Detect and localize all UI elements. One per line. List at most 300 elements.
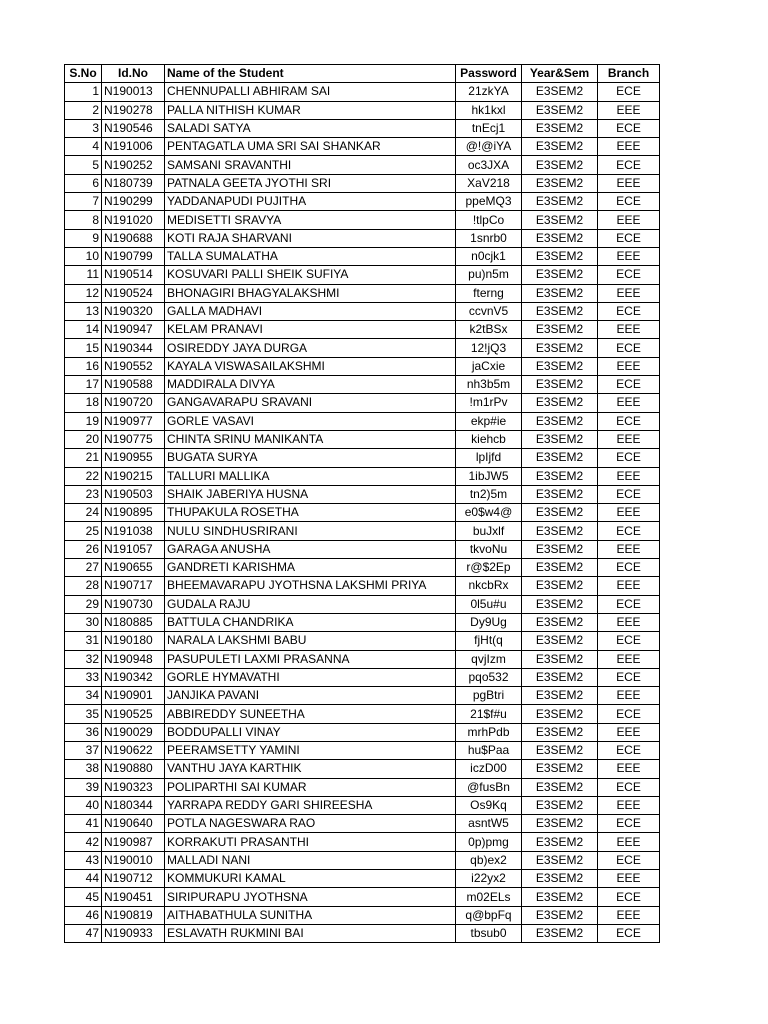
cell-password: r@$2Ep — [456, 559, 522, 577]
table-row — [65, 83, 660, 101]
cell-id: N190933 — [102, 924, 165, 942]
cell-name: GALLA MADHAVI — [165, 302, 456, 320]
cell-password: ekp#ie — [456, 412, 522, 430]
cell-password: 0p)pmg — [456, 833, 522, 851]
table-row — [65, 650, 660, 668]
table-row — [65, 870, 660, 888]
cell-yearsem: E3SEM2 — [522, 193, 598, 211]
cell-branch: ECE — [598, 119, 660, 137]
table-row — [65, 888, 660, 906]
cell-yearsem: E3SEM2 — [522, 485, 598, 503]
cell-branch: ECE — [598, 376, 660, 394]
cell-id: N190655 — [102, 559, 165, 577]
cell-branch: ECE — [598, 193, 660, 211]
cell-id: N190947 — [102, 321, 165, 339]
cell-branch: EEE — [598, 467, 660, 485]
cell-sno: 38 — [65, 760, 102, 778]
cell-yearsem: E3SEM2 — [522, 668, 598, 686]
cell-id: N190775 — [102, 430, 165, 448]
cell-name: TALLURI MALLIKA — [165, 467, 456, 485]
cell-name: MALLADI NANI — [165, 851, 456, 869]
cell-yearsem: E3SEM2 — [522, 577, 598, 595]
cell-name: PATNALA GEETA JYOTHI SRI — [165, 174, 456, 192]
cell-password: pqo532 — [456, 668, 522, 686]
cell-name: YADDANAPUDI PUJITHA — [165, 193, 456, 211]
cell-password: mrhPdb — [456, 723, 522, 741]
cell-yearsem: E3SEM2 — [522, 815, 598, 833]
cell-sno: 46 — [65, 906, 102, 924]
cell-id: N190948 — [102, 650, 165, 668]
cell-sno: 37 — [65, 741, 102, 759]
cell-id: N190524 — [102, 284, 165, 302]
table-row — [65, 833, 660, 851]
cell-branch: EEE — [598, 796, 660, 814]
cell-name: POLIPARTHI SAI KUMAR — [165, 778, 456, 796]
cell-sno: 18 — [65, 394, 102, 412]
cell-sno: 12 — [65, 284, 102, 302]
table-row — [65, 815, 660, 833]
cell-sno: 30 — [65, 613, 102, 631]
table-body — [65, 83, 660, 943]
cell-yearsem: E3SEM2 — [522, 540, 598, 558]
cell-id: N190799 — [102, 247, 165, 265]
cell-yearsem: E3SEM2 — [522, 156, 598, 174]
cell-sno: 9 — [65, 229, 102, 247]
cell-name: MEDISETTI SRAVYA — [165, 211, 456, 229]
cell-sno: 41 — [65, 815, 102, 833]
cell-branch: ECE — [598, 924, 660, 942]
cell-branch: EEE — [598, 247, 660, 265]
cell-name: GANGAVARAPU SRAVANI — [165, 394, 456, 412]
cell-yearsem: E3SEM2 — [522, 284, 598, 302]
cell-yearsem: E3SEM2 — [522, 266, 598, 284]
table-row — [65, 266, 660, 284]
cell-name: SALADI SATYA — [165, 119, 456, 137]
cell-branch: EEE — [598, 613, 660, 631]
cell-name: KOMMUKURI KAMAL — [165, 870, 456, 888]
table-row — [65, 613, 660, 631]
cell-id: N191006 — [102, 138, 165, 156]
cell-sno: 20 — [65, 430, 102, 448]
cell-password: tnEcj1 — [456, 119, 522, 137]
cell-name: KELAM PRANAVI — [165, 321, 456, 339]
cell-id: N190451 — [102, 888, 165, 906]
cell-id: N190010 — [102, 851, 165, 869]
cell-sno: 8 — [65, 211, 102, 229]
cell-branch: ECE — [598, 522, 660, 540]
cell-name: GANDRETI KARISHMA — [165, 559, 456, 577]
cell-branch: EEE — [598, 906, 660, 924]
cell-name: KOSUVARI PALLI SHEIK SUFIYA — [165, 266, 456, 284]
table-row — [65, 924, 660, 942]
cell-yearsem: E3SEM2 — [522, 870, 598, 888]
cell-sno: 7 — [65, 193, 102, 211]
cell-name: GORLE HYMAVATHI — [165, 668, 456, 686]
cell-password: !tlpCo — [456, 211, 522, 229]
cell-name: GORLE VASAVI — [165, 412, 456, 430]
table-row — [65, 211, 660, 229]
cell-yearsem: E3SEM2 — [522, 522, 598, 540]
cell-password: ccvnV5 — [456, 302, 522, 320]
header-name: Name of the Student — [165, 65, 456, 83]
cell-branch: ECE — [598, 156, 660, 174]
cell-yearsem: E3SEM2 — [522, 924, 598, 942]
cell-branch: EEE — [598, 577, 660, 595]
cell-yearsem: E3SEM2 — [522, 632, 598, 650]
cell-id: N190720 — [102, 394, 165, 412]
cell-name: VANTHU JAYA KARTHIK — [165, 760, 456, 778]
cell-sno: 19 — [65, 412, 102, 430]
cell-branch: EEE — [598, 394, 660, 412]
cell-id: N191057 — [102, 540, 165, 558]
cell-name: PENTAGATLA UMA SRI SAI SHANKAR — [165, 138, 456, 156]
cell-sno: 5 — [65, 156, 102, 174]
cell-id: N190525 — [102, 705, 165, 723]
cell-yearsem: E3SEM2 — [522, 321, 598, 339]
cell-yearsem: E3SEM2 — [522, 687, 598, 705]
cell-name: CHINTA SRINU MANIKANTA — [165, 430, 456, 448]
cell-password: n0cjk1 — [456, 247, 522, 265]
cell-branch: EEE — [598, 504, 660, 522]
table-row — [65, 138, 660, 156]
cell-name: ABBIREDDY SUNEETHA — [165, 705, 456, 723]
table-row — [65, 723, 660, 741]
cell-name: BHEEMAVARAPU JYOTHSNA LAKSHMI PRIYA — [165, 577, 456, 595]
cell-yearsem: E3SEM2 — [522, 119, 598, 137]
cell-yearsem: E3SEM2 — [522, 430, 598, 448]
cell-id: N190712 — [102, 870, 165, 888]
cell-password: 21zkYA — [456, 83, 522, 101]
cell-id: N190252 — [102, 156, 165, 174]
table-row — [65, 193, 660, 211]
cell-name: KOTI RAJA SHARVANI — [165, 229, 456, 247]
table-row — [65, 632, 660, 650]
cell-password: lpIjfd — [456, 449, 522, 467]
cell-branch: ECE — [598, 266, 660, 284]
cell-id: N190029 — [102, 723, 165, 741]
header-branch: Branch — [598, 65, 660, 83]
cell-yearsem: E3SEM2 — [522, 101, 598, 119]
header-id: Id.No — [102, 65, 165, 83]
cell-password: asntW5 — [456, 815, 522, 833]
cell-branch: EEE — [598, 321, 660, 339]
cell-branch: EEE — [598, 138, 660, 156]
cell-branch: ECE — [598, 339, 660, 357]
cell-branch: EEE — [598, 723, 660, 741]
cell-yearsem: E3SEM2 — [522, 778, 598, 796]
cell-yearsem: E3SEM2 — [522, 796, 598, 814]
cell-yearsem: E3SEM2 — [522, 613, 598, 631]
cell-id: N191020 — [102, 211, 165, 229]
table-row — [65, 101, 660, 119]
cell-name: KORRAKUTI PRASANTHI — [165, 833, 456, 851]
cell-yearsem: E3SEM2 — [522, 741, 598, 759]
cell-sno: 27 — [65, 559, 102, 577]
table-row — [65, 760, 660, 778]
cell-password: XaV218 — [456, 174, 522, 192]
cell-branch: ECE — [598, 888, 660, 906]
cell-yearsem: E3SEM2 — [522, 888, 598, 906]
cell-password: fjHt(q — [456, 632, 522, 650]
cell-id: N190987 — [102, 833, 165, 851]
table-row — [65, 339, 660, 357]
cell-name: BODDUPALLI VINAY — [165, 723, 456, 741]
cell-branch: EEE — [598, 211, 660, 229]
cell-password: @!@iYA — [456, 138, 522, 156]
table-row — [65, 705, 660, 723]
cell-id: N191038 — [102, 522, 165, 540]
cell-sno: 26 — [65, 540, 102, 558]
cell-yearsem: E3SEM2 — [522, 302, 598, 320]
table-row — [65, 412, 660, 430]
cell-yearsem: E3SEM2 — [522, 174, 598, 192]
cell-name: PALLA NITHISH KUMAR — [165, 101, 456, 119]
table-row — [65, 595, 660, 613]
cell-name: CHENNUPALLI ABHIRAM SAI — [165, 83, 456, 101]
cell-name: SIRIPURAPU JYOTHSNA — [165, 888, 456, 906]
cell-sno: 15 — [65, 339, 102, 357]
table-row — [65, 504, 660, 522]
cell-yearsem: E3SEM2 — [522, 394, 598, 412]
cell-yearsem: E3SEM2 — [522, 83, 598, 101]
cell-password: pgBtri — [456, 687, 522, 705]
cell-sno: 6 — [65, 174, 102, 192]
cell-branch: EEE — [598, 687, 660, 705]
header-row — [65, 65, 660, 83]
cell-name: MADDIRALA DIVYA — [165, 376, 456, 394]
table-row — [65, 119, 660, 137]
cell-branch: ECE — [598, 83, 660, 101]
cell-password: !m1rPv — [456, 394, 522, 412]
table-row — [65, 778, 660, 796]
cell-id: N190299 — [102, 193, 165, 211]
cell-id: N180344 — [102, 796, 165, 814]
cell-branch: ECE — [598, 412, 660, 430]
cell-yearsem: E3SEM2 — [522, 339, 598, 357]
cell-branch: ECE — [598, 851, 660, 869]
cell-password: tn2)5m — [456, 485, 522, 503]
cell-password: Os9Kq — [456, 796, 522, 814]
cell-password: hk1kxl — [456, 101, 522, 119]
cell-password: Dy9Ug — [456, 613, 522, 631]
cell-sno: 40 — [65, 796, 102, 814]
table-row — [65, 741, 660, 759]
cell-yearsem: E3SEM2 — [522, 376, 598, 394]
cell-name: AITHABATHULA SUNITHA — [165, 906, 456, 924]
cell-branch: EEE — [598, 430, 660, 448]
cell-sno: 3 — [65, 119, 102, 137]
cell-password: tkvoNu — [456, 540, 522, 558]
cell-sno: 39 — [65, 778, 102, 796]
cell-password: nkcbRx — [456, 577, 522, 595]
table-row — [65, 668, 660, 686]
cell-id: N190344 — [102, 339, 165, 357]
cell-name: BHONAGIRI BHAGYALAKSHMI — [165, 284, 456, 302]
cell-yearsem: E3SEM2 — [522, 449, 598, 467]
cell-sno: 2 — [65, 101, 102, 119]
cell-yearsem: E3SEM2 — [522, 760, 598, 778]
cell-id: N180739 — [102, 174, 165, 192]
cell-password: 1snrb0 — [456, 229, 522, 247]
cell-sno: 10 — [65, 247, 102, 265]
cell-branch: ECE — [598, 302, 660, 320]
cell-sno: 23 — [65, 485, 102, 503]
cell-branch: ECE — [598, 485, 660, 503]
table-row — [65, 687, 660, 705]
cell-id: N190730 — [102, 595, 165, 613]
cell-branch: ECE — [598, 449, 660, 467]
cell-id: N190955 — [102, 449, 165, 467]
cell-sno: 35 — [65, 705, 102, 723]
cell-id: N190622 — [102, 741, 165, 759]
cell-password: 1ibJW5 — [456, 467, 522, 485]
cell-password: 21$f#u — [456, 705, 522, 723]
cell-sno: 11 — [65, 266, 102, 284]
student-password-table — [64, 64, 660, 943]
cell-password: m02ELs — [456, 888, 522, 906]
cell-name: JANJIKA PAVANI — [165, 687, 456, 705]
table-row — [65, 522, 660, 540]
cell-sno: 43 — [65, 851, 102, 869]
cell-sno: 33 — [65, 668, 102, 686]
cell-branch: EEE — [598, 870, 660, 888]
cell-id: N190503 — [102, 485, 165, 503]
cell-sno: 1 — [65, 83, 102, 101]
cell-name: TALLA SUMALATHA — [165, 247, 456, 265]
cell-name: YARRAPA REDDY GARI SHIREESHA — [165, 796, 456, 814]
cell-yearsem: E3SEM2 — [522, 412, 598, 430]
table-row — [65, 284, 660, 302]
cell-name: SAMSANI SRAVANTHI — [165, 156, 456, 174]
cell-password: fterng — [456, 284, 522, 302]
table-row — [65, 906, 660, 924]
cell-yearsem: E3SEM2 — [522, 247, 598, 265]
cell-id: N190546 — [102, 119, 165, 137]
cell-password: jaCxie — [456, 357, 522, 375]
cell-branch: EEE — [598, 284, 660, 302]
table-row — [65, 357, 660, 375]
cell-name: PEERAMSETTY YAMINI — [165, 741, 456, 759]
cell-id: N190323 — [102, 778, 165, 796]
cell-password: pu)n5m — [456, 266, 522, 284]
cell-branch: ECE — [598, 778, 660, 796]
table-row — [65, 247, 660, 265]
table-row — [65, 394, 660, 412]
cell-id: N190977 — [102, 412, 165, 430]
cell-yearsem: E3SEM2 — [522, 851, 598, 869]
cell-sno: 31 — [65, 632, 102, 650]
cell-password: qb)ex2 — [456, 851, 522, 869]
cell-name: ESLAVATH RUKMINI BAI — [165, 924, 456, 942]
table-row — [65, 174, 660, 192]
cell-password: hu$Paa — [456, 741, 522, 759]
cell-id: N190688 — [102, 229, 165, 247]
cell-password: @fusBn — [456, 778, 522, 796]
cell-password: kiehcb — [456, 430, 522, 448]
cell-id: N190717 — [102, 577, 165, 595]
cell-branch: ECE — [598, 741, 660, 759]
cell-yearsem: E3SEM2 — [522, 650, 598, 668]
header-sno: S.No — [65, 65, 102, 83]
cell-branch: EEE — [598, 101, 660, 119]
cell-yearsem: E3SEM2 — [522, 595, 598, 613]
cell-password: 0l5u#u — [456, 595, 522, 613]
table-row — [65, 851, 660, 869]
cell-id: N190180 — [102, 632, 165, 650]
header-password: Password — [456, 65, 522, 83]
cell-id: N190278 — [102, 101, 165, 119]
cell-yearsem: E3SEM2 — [522, 138, 598, 156]
cell-id: N190514 — [102, 266, 165, 284]
table-row — [65, 540, 660, 558]
table-row — [65, 467, 660, 485]
cell-branch: EEE — [598, 760, 660, 778]
cell-id: N190880 — [102, 760, 165, 778]
table-row — [65, 430, 660, 448]
table-row — [65, 376, 660, 394]
cell-name: PASUPULETI LAXMI PRASANNA — [165, 650, 456, 668]
cell-sno: 45 — [65, 888, 102, 906]
table-row — [65, 485, 660, 503]
table-row — [65, 449, 660, 467]
cell-name: BUGATA SURYA — [165, 449, 456, 467]
cell-branch: ECE — [598, 559, 660, 577]
cell-yearsem: E3SEM2 — [522, 906, 598, 924]
cell-id: N190320 — [102, 302, 165, 320]
cell-branch: ECE — [598, 705, 660, 723]
cell-name: POTLA NAGESWARA RAO — [165, 815, 456, 833]
cell-sno: 22 — [65, 467, 102, 485]
table-row — [65, 559, 660, 577]
cell-yearsem: E3SEM2 — [522, 723, 598, 741]
cell-branch: EEE — [598, 833, 660, 851]
cell-password: tbsub0 — [456, 924, 522, 942]
cell-id: N190819 — [102, 906, 165, 924]
cell-name: SHAIK JABERIYA HUSNA — [165, 485, 456, 503]
cell-sno: 21 — [65, 449, 102, 467]
cell-id: N180885 — [102, 613, 165, 631]
cell-password: nh3b5m — [456, 376, 522, 394]
cell-sno: 44 — [65, 870, 102, 888]
table-row — [65, 156, 660, 174]
table-row — [65, 796, 660, 814]
cell-name: OSIREDDY JAYA DURGA — [165, 339, 456, 357]
cell-sno: 4 — [65, 138, 102, 156]
header-yearsem: Year&Sem — [522, 65, 598, 83]
cell-yearsem: E3SEM2 — [522, 559, 598, 577]
cell-branch: EEE — [598, 357, 660, 375]
cell-sno: 36 — [65, 723, 102, 741]
cell-password: iczD00 — [456, 760, 522, 778]
cell-sno: 28 — [65, 577, 102, 595]
cell-sno: 14 — [65, 321, 102, 339]
cell-branch: ECE — [598, 815, 660, 833]
cell-name: NULU SINDHUSRIRANI — [165, 522, 456, 540]
cell-branch: EEE — [598, 174, 660, 192]
cell-sno: 29 — [65, 595, 102, 613]
cell-password: buJxlf — [456, 522, 522, 540]
cell-branch: ECE — [598, 229, 660, 247]
cell-sno: 24 — [65, 504, 102, 522]
cell-id: N190895 — [102, 504, 165, 522]
cell-id: N190215 — [102, 467, 165, 485]
table-row — [65, 577, 660, 595]
cell-yearsem: E3SEM2 — [522, 504, 598, 522]
cell-name: THUPAKULA ROSETHA — [165, 504, 456, 522]
cell-branch: ECE — [598, 632, 660, 650]
cell-password: k2tBSx — [456, 321, 522, 339]
cell-id: N190342 — [102, 668, 165, 686]
